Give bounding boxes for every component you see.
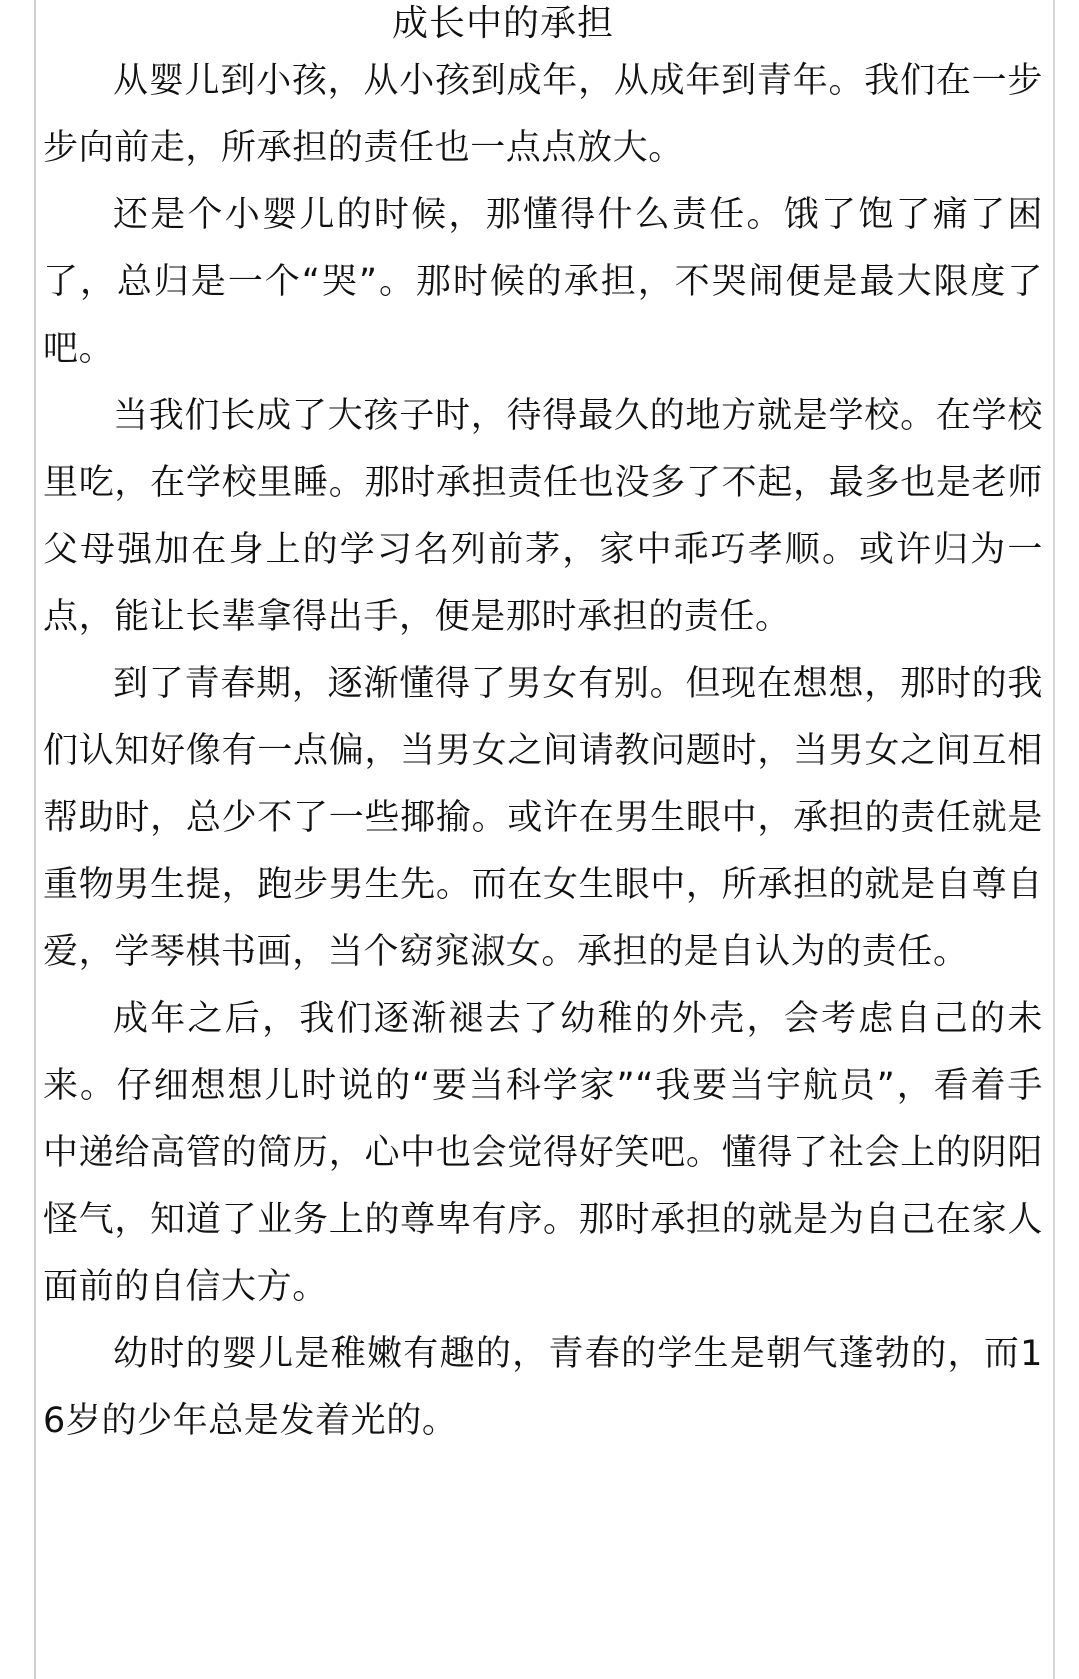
document-title: 成长中的承担: [391, 3, 614, 44]
paragraph-6: 幼时的婴儿是稚嫩有趣的，青春的学生是朝气蓬勃的，而16岁的少年总是发着光的。: [43, 1334, 1043, 1441]
paragraph-2: 还是个小婴儿的时候，那懂得什么责任。饿了饱了痛了困了，总归是一个“哭”。那时候的承担，不哭闹便是最大限度了吧。: [43, 195, 1043, 369]
paragraph-1: 从婴儿到小孩，从小孩到成年，从成年到青年。我们在一步步向前走，所承担的责任也一点点放大。: [43, 61, 1043, 168]
page-left-border: [34, 0, 36, 1679]
document-page: [43, 0, 1043, 1455]
paragraph-3: 当我们长成了大孩子时，待得最久的地方就是学校。在学校里吃，在学校里睡。那时承担责任也没多了不起，最多也是老师父母强加在身上的学习名列前茅，家中乖巧孝顺。或许归为一点，能让长辈拿得出手，便是那时承担的责任。: [43, 396, 1043, 637]
paragraph-4: 到了青春期，逐渐懂得了男女有别。但现在想想，那时的我们认知好像有一点偏，当男女之间请教问题时，当男女之间互相帮助时，总少不了一些揶揄。或许在男生眼中，承担的责任就是重物男生提，跑步男生先。而在女生眼中，所承担的就是自尊自爱，学琴棋书画，当个窈窕淑女。承担的是自认为的责任。: [43, 664, 1043, 972]
page-right-border: [1053, 0, 1055, 1679]
paragraph-5: 成年之后，我们逐渐褪去了幼稚的外壳，会考虑自己的未来。仔细想想儿时说的“要当科学家”“我要当宇航员”，看着手中递给高管的简历，心中也会觉得好笑吧。懂得了社会上的阴阳怪气，知道了业务上的尊卑有序。那时承担的就是为自己在家人面前的自信大方。: [43, 999, 1043, 1307]
